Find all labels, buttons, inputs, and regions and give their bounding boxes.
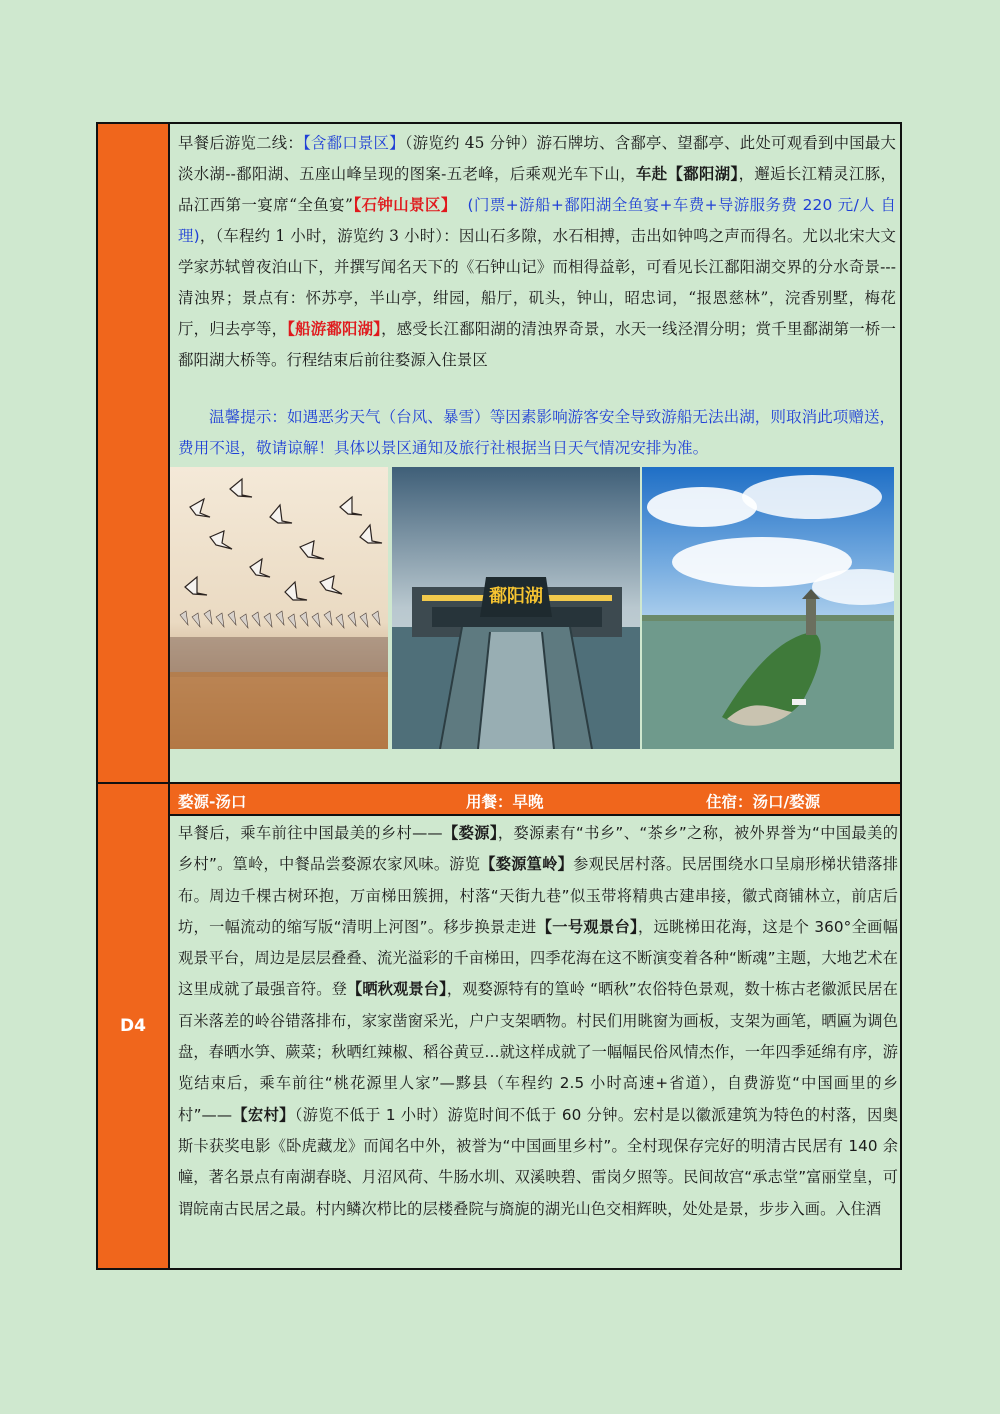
day-label: D4 <box>120 1016 146 1036</box>
text-segment: ，感受长江鄱阳湖的清浊界奇景，水天一线泾渭分明；赏千里鄱湖第一桥一鄱阳湖大桥等。 <box>178 320 896 369</box>
day-description <box>178 128 896 376</box>
day-row-previous <box>98 124 900 784</box>
meals: 用餐：早晚 <box>466 793 544 811</box>
photo-pier <box>392 467 640 749</box>
spot-huangling: 【婺源篁岭】 <box>480 855 574 874</box>
day-description-d4 <box>178 818 898 1225</box>
spot-poyang-lake: 【鄱阳湖】 <box>667 165 739 183</box>
spot-shizhongshan: 【石钟山景区】 <box>353 196 457 214</box>
day-content-cell <box>170 124 900 782</box>
spot-shaiqiu: 【晒秋观景台】 <box>346 980 447 999</box>
itinerary-table <box>96 122 902 1270</box>
route: 婺源-汤口 <box>178 793 247 811</box>
spot-wuyuan: 【婺源】 <box>442 824 498 842</box>
text-segment: （游览约 45 分钟）游石牌坊、含鄱亭、望鄱亭、此处可观看到中国最大淡水湖--鄱阳湖、五座山峰呈现的图案-五老峰，后乘观光车下山， <box>178 134 896 183</box>
text-segment: （游览不低于 1 小时）游览时间不低于 60 分钟。宏村是以徽派建筑为特色的村落，因奥斯卡获奖电影《卧虎藏龙》而闻名中外，被誉为“中国画里乡村”。全村现保存完好的明清古民居有 140 余幢，著名景点有南湖春晓、月沼风荷、牛肠水圳、双溪映碧、雷岗夕照等。民间故宫“承志堂”富丽堂皇，可谓皖南古民居之最。村内鳞次栉比的层楼叠院与旖旎的湖光山色交相辉映，处处是景，步步入画。入住酒 <box>178 1105 898 1218</box>
text-segment: ，远眺梯田花海，这是个 360°全画幅观景平台，周边是层层叠叠、流光溢彩的千亩梯田，四季花海在这不断演变着各种“断魂”主题，大地艺术在这里成就了最强音符。登 <box>178 917 898 999</box>
day-header <box>170 784 900 816</box>
text-segment: ，邂逅长江精灵江豚，品江西第一宴席“全鱼宴” <box>178 165 896 214</box>
day-label-cell-d4 <box>98 784 168 1268</box>
spot-hanpokou: 【含鄱口景区】 <box>303 134 405 152</box>
warm-tip: 温馨提示：如遇恶劣天气（台风、暴雪）等因素影响游客安全导致游船无法出湖，则取消此项赠送，费用不退，敬请谅解！具体以景区通知及旅行社根据当日天气情况安排为准。 <box>178 408 896 457</box>
spot-hongcun: 【宏村】 <box>232 1105 295 1124</box>
spot-boat-tour: 【船游鄱阳湖】 <box>287 320 382 338</box>
text-segment: ，（车程约 1 小时，游览约 3 小时）：因山石多隙，水石相搏，击出如钟鸣之声而得名。尤以北宋大文学家苏轼曾夜泊山下，并撰写闻名天下的《石钟山记》而相得益彰，可看见长江鄱阳湖交界的分水奇景---清浊界；景点有：怀苏亭，半山亭，绀园，船厅，矶头，钟山，昭忠词，“报恩慈林”，浣香别墅，梅花厅，归去亭等， <box>178 227 896 338</box>
price-note: (门票+游船+鄱阳湖全鱼宴+车费+导游服务费 220 元/人 自理) <box>178 196 896 245</box>
text-segment: 车赴 <box>635 165 668 183</box>
lodging: 住宿：汤口/婺源 <box>706 793 821 811</box>
text-segment: 行程结束后前往婺源入住景区 <box>286 351 488 369</box>
day-content-cell-d4 <box>170 784 900 1268</box>
text-segment: 参观民居村落。民居围绕水口呈扇形梯状错落排布。周边千棵古树环抱，万亩梯田簇拥，村落“天街九巷”似玉带将精典古建串接，徽式商铺林立，前店后坊，一幅流动的缩写版“清明上河图”。移步换景走进 <box>178 855 898 936</box>
photo-island <box>642 467 894 749</box>
text-segment: 早餐后游览二线： <box>178 134 304 152</box>
spot-viewpoint-1: 【一号观景台】 <box>536 917 639 936</box>
day-label-cell <box>98 124 168 782</box>
text-segment: ，婺源素有“书乡”、“茶乡”之称，被外界誉为“中国最美的乡村”。篁岭，中餐品尝婺源农家风味。游览 <box>178 824 898 874</box>
text-segment: ，观婺源特有的篁岭 “晒秋”农俗特色景观，数十栋古老徽派民居在百米落差的岭谷错落排布，家家凿窗采光，户户支架晒物。村民们用眺窗为画板，支架为画笔，晒匾为调色盘，春晒水笋、蕨菜；秋晒红辣椒、稻谷黄豆…就这样成就了一幅幅民俗风情杰作，一年四季延绵有序，游览结束后，乘车前往“桃花源里人家”—黟县（车程约 2.5 小时高速+省道），自费游览“中国画里的乡村”—— <box>178 980 898 1124</box>
photo-cranes <box>170 467 388 749</box>
text-segment: 早餐后，乘车前往中国最美的乡村—— <box>178 824 443 842</box>
pier-sign-text: 鄱阳湖 <box>489 586 543 607</box>
day-row-d4 <box>98 784 900 1268</box>
photo-strip <box>170 467 896 749</box>
